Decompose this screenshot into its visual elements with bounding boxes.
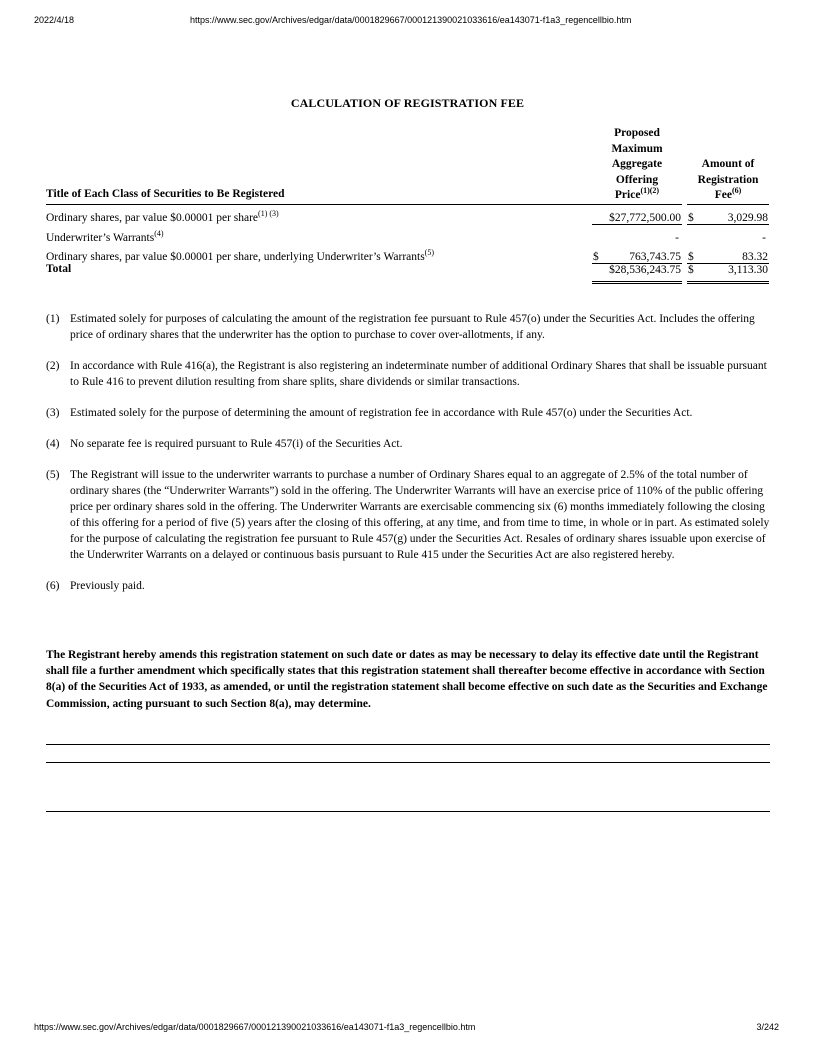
total-fee-cell <box>687 263 769 282</box>
total-price-value: $28,536,243.75 <box>609 263 681 276</box>
price-header-line: Proposed <box>614 127 660 139</box>
footnote-mark: (6) <box>46 580 60 592</box>
footnote-mark: (2) <box>46 360 60 372</box>
currency-symbol: $ <box>593 250 599 263</box>
fee-value: - <box>762 231 766 244</box>
table-row <box>46 224 769 244</box>
footnote-text: Estimated solely for the purpose of determining the amount of registration fee in accordance with Rule 457(o) under the Securities Act. <box>70 407 693 419</box>
fee-value: 83.32 <box>742 250 768 263</box>
divider <box>46 762 770 763</box>
total-price-cell <box>592 263 682 282</box>
footnote-text: Estimated solely for purposes of calculating the amount of the registration fee pursuant to Rule 457(o) under the Securities Act. Includes the offering price of ordinary shares that the underwriter has the option to purchase to cover over-allotments, if any. <box>70 313 755 341</box>
footnote-ref: (6) <box>731 186 742 196</box>
delaying-amendment-legend: The Registrant hereby amends this registration statement on such date or dates as may be necessary to delay its effective date until the Registrant shall file a further amendment which specifically states that this registration statement shall thereafter become effective in accordance with Section 8(a) of the Securities Act of 1933, as amended, or until the registration statement shall become effective on such date as the Securities and Exchange Commission, acting pursuant to such Section 8(a), may determine. <box>46 649 768 710</box>
footnote-mark: (3) <box>46 407 60 419</box>
fee-header-line: Fee <box>714 189 732 201</box>
footer-url: https://www.sec.gov/Archives/edgar/data/0001829667/000121390021033616/ea143071-f1a3_regencellbio.htm <box>34 1022 476 1032</box>
divider <box>46 811 770 812</box>
table-row <box>46 244 769 264</box>
price-header-line: Maximum <box>611 142 663 155</box>
footnote <box>46 405 772 421</box>
price-value: $27,772,500.00 <box>609 211 681 224</box>
price-cell <box>592 224 682 244</box>
divider <box>46 744 770 745</box>
price-header-line: Aggregate <box>611 158 663 170</box>
footnote-ref: (1)(2) <box>640 186 660 196</box>
currency-symbol: $ <box>688 250 694 263</box>
footnote <box>46 358 772 390</box>
price-header-line: Offering <box>615 173 659 186</box>
page-title: CALCULATION OF REGISTRATION FEE <box>290 96 525 110</box>
footnote-mark: (4) <box>46 438 60 450</box>
price-value: 763,743.75 <box>629 250 681 263</box>
print-date: 2022/4/18 <box>34 15 75 25</box>
header-url: https://www.sec.gov/Archives/edgar/data/0001829667/000121390021033616/ea143071-f1a3_regencellbio.htm <box>190 15 632 25</box>
column-header-fee <box>687 126 769 204</box>
price-value: - <box>675 231 679 244</box>
footnote-text: Previously paid. <box>70 580 145 592</box>
footnote <box>46 467 772 563</box>
footnote-text: The Registrant will issue to the underwriter warrants to purchase a number of Ordinary Shares equal to an aggregate of 2.5% of the total number of ordinary shares (the “Underwriter Warrants”) sold in the offering. The Underwriter Warrants will have an exercise price of 110% of the public offering price per ordinary shares sold in the offering. The Underwriter Warrants are exercisable commencing six (6) months immediately following the closing of this offering for a period of five (5) years after the closing of this offering, at any time, and from time to time, in whole or in part. As estimated solely for the purpose of calculating the registration fee pursuant to Rule 457(g) under the Securities Act. Resales of ordinary shares issuable upon exercise of the Underwriter Warrants on a delayed or continuous basis pursuant to Rule 415 under the Securities Act are also registered hereby. <box>70 469 770 561</box>
column-header-price <box>592 126 682 204</box>
table-row <box>46 204 769 224</box>
price-header-line: Price <box>614 189 641 201</box>
fee-cell <box>687 224 769 244</box>
footnote-mark: (5) <box>46 469 60 481</box>
page-number: 3/242 <box>756 1022 779 1032</box>
total-fee-value: 3,113.30 <box>728 263 768 276</box>
row-description: Ordinary shares, par value $0.00001 per share, underlying Underwriter’s Warrants$^{(5)}$ <box>46 248 434 263</box>
column-header-title: Title of Each Class of Securities to Be Registered <box>46 126 592 204</box>
footnote-mark: (1) <box>46 313 60 325</box>
price-cell <box>592 204 682 224</box>
footnote-ref: (1) (3) <box>258 209 279 219</box>
footnotes <box>46 311 772 609</box>
row-description: Underwriter’s Warrants$^{(4)}$ <box>46 228 164 244</box>
registration-fee-table <box>46 126 769 284</box>
footnote-text: In accordance with Rule 416(a), the Registrant is also registering an indeterminate number of additional Ordinary Shares that shall be issuable pursuant to Rule 416 to prevent dilution resulting from share splits, share dividends or similar transactions. <box>70 360 767 388</box>
total-label: Total <box>46 263 72 275</box>
row-description: Ordinary shares, par value $0.00001 per share$^{(1) (3)}$ <box>46 209 279 224</box>
fee-value: 3,029.98 <box>727 211 768 224</box>
footnote-ref: (5) <box>424 248 434 258</box>
total-row <box>46 263 769 282</box>
fee-cell <box>687 244 769 264</box>
currency-symbol: $ <box>688 263 694 276</box>
fee-header-line: Amount of <box>701 158 755 170</box>
footnote <box>46 436 772 452</box>
footnote-ref: (4) <box>154 228 164 238</box>
currency-symbol: $ <box>688 211 694 224</box>
footnote-text: No separate fee is required pursuant to Rule 457(i) of the Securities Act. <box>70 438 403 450</box>
footnote <box>46 311 772 343</box>
fee-cell <box>687 204 769 224</box>
fee-header-line: Registration <box>697 173 759 186</box>
price-cell <box>592 244 682 264</box>
footnote <box>46 578 772 594</box>
